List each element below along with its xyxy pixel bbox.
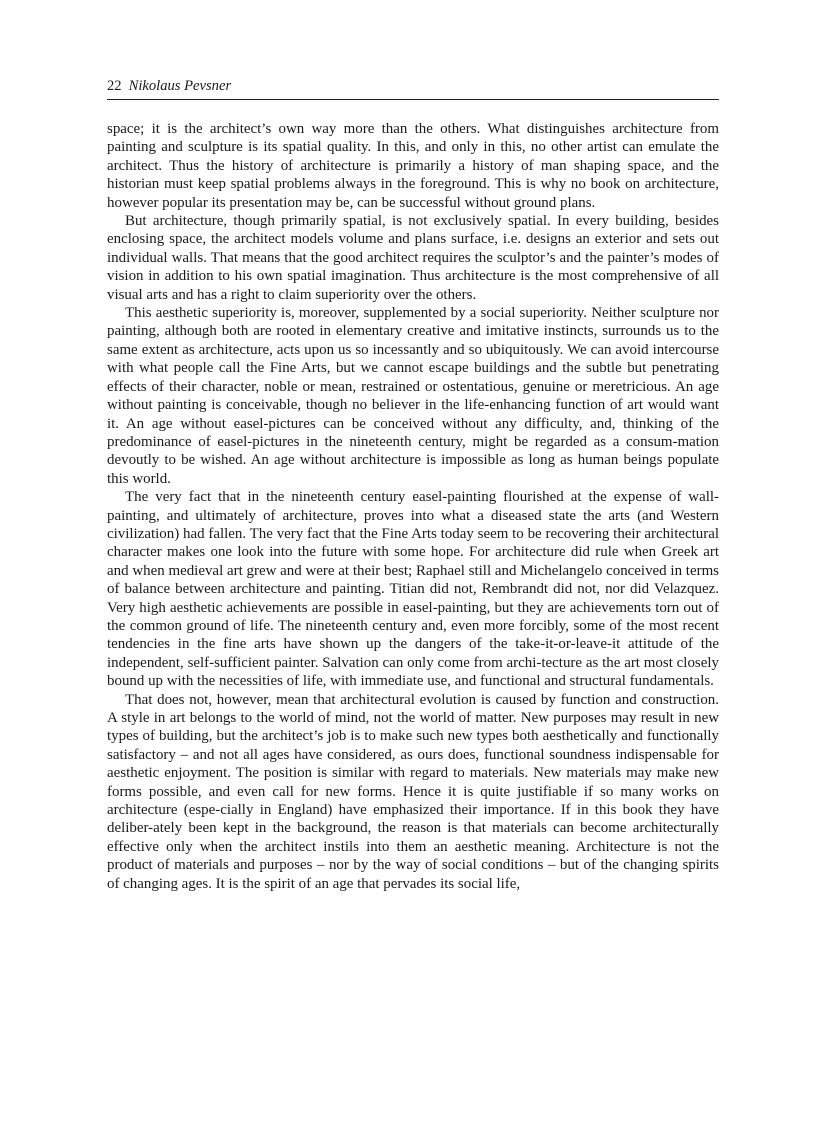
- paragraph-continued: space; it is the architect’s own way more than the others. What distinguishes architecture from painting and sculpture is its spatial quality. In this, and only in this, no other artist can emulate the architect. Thus the history of architecture is primarily a history of man shaping space, and the historian must keep spatial problems always in the foreground. This is why no book on architecture, however popular its presentation may be, can be successful without ground plans.: [107, 121, 719, 211]
- page-number: 22: [107, 78, 122, 94]
- paragraph: But architecture, though primarily spatial, is not exclusively spatial. In every building, besides enclosing space, the architect models volume and plans surface, i.e. designs an exterior and sets out individual walls. That means that the good architect requires the sculptor’s and the painter’s modes of vision in addition to his own spatial imagination. Thus architecture is the most comprehensive of all visual arts and has a right to claim superiority over the others.: [107, 213, 719, 303]
- paragraph: That does not, however, mean that architectural evolution is caused by function and construction. A style in art belongs to the world of mind, not the world of matter. New purposes may result in new types of building, but the architect’s job is to make such new types both aesthetically and functionally satisfactory – and not all ages have considered, as ours does, functional soundness indispensable for aesthetic enjoyment. The position is similar with regard to materials. New materials may make new forms possible, and even call for new forms. Hence it is quite justifiable if so many works on architecture (espe-cially in England) have emphasized their importance. If in this book they have deliber-ately been kept in the background, the reason is that materials can become architecturally effective only when the architect instils into them an aesthetic meaning. Architecture is not the product of materials and purposes – nor by the way of social conditions – but of the changing spirits of changing ages. It is the spirit of an age that pervades its social life,: [107, 691, 719, 892]
- running-head-author: Nikolaus Pevsner: [128, 78, 232, 94]
- paragraph: This aesthetic superiority is, moreover, supplemented by a social superiority. Neither sculpture nor painting, although both are rooted in elementary creative and imitative instincts, surrounds us to the same extent as architecture, acts upon us so incessantly and so ubiquitously. We can avoid intercourse with what people call the Fine Arts, but we cannot escape buildings and the subtle but penetrating effects of their character, noble or mean, restrained or ostentatious, genuine or meretricious. An age without painting is conceivable, though no believer in the life-enhancing function of art would want it. An age without easel-pictures can be conceived without any difficulty, and, thinking of the predominance of easel-pictures in the nineteenth century, might be regarded as a consum-mation devoutly to be wished. An age without architecture is impossible as long as human beings populate this world.: [107, 305, 719, 487]
- running-head: [107, 77, 719, 100]
- body-text: [107, 120, 719, 893]
- paragraph: The very fact that in the nineteenth century easel-painting flourished at the expense of wall-painting, and ultimately of architecture, proves into what a diseased state the arts (and Western civilization) had fallen. The very fact that the Fine Arts today seem to be recovering their architectural character makes one look into the future with some hope. For architecture did rule when Greek art and when medieval art grew and were at their best; Raphael still and Michelangelo conceived in terms of balance between architecture and painting. Titian did not, Rembrandt did not, nor did Velazquez. Very high aesthetic achievements are possible in easel-painting, but they are achievements torn out of the common ground of life. The nineteenth century and, even more forcibly, some of the most recent tendencies in the fine arts have shown up the dangers of the take-it-or-leave-it attitude of the independent, self-sufficient painter. Salvation can only come from archi-tecture as the art most closely bound up with the necessities of life, with immediate use, and functional and structural fundamentals.: [107, 489, 719, 690]
